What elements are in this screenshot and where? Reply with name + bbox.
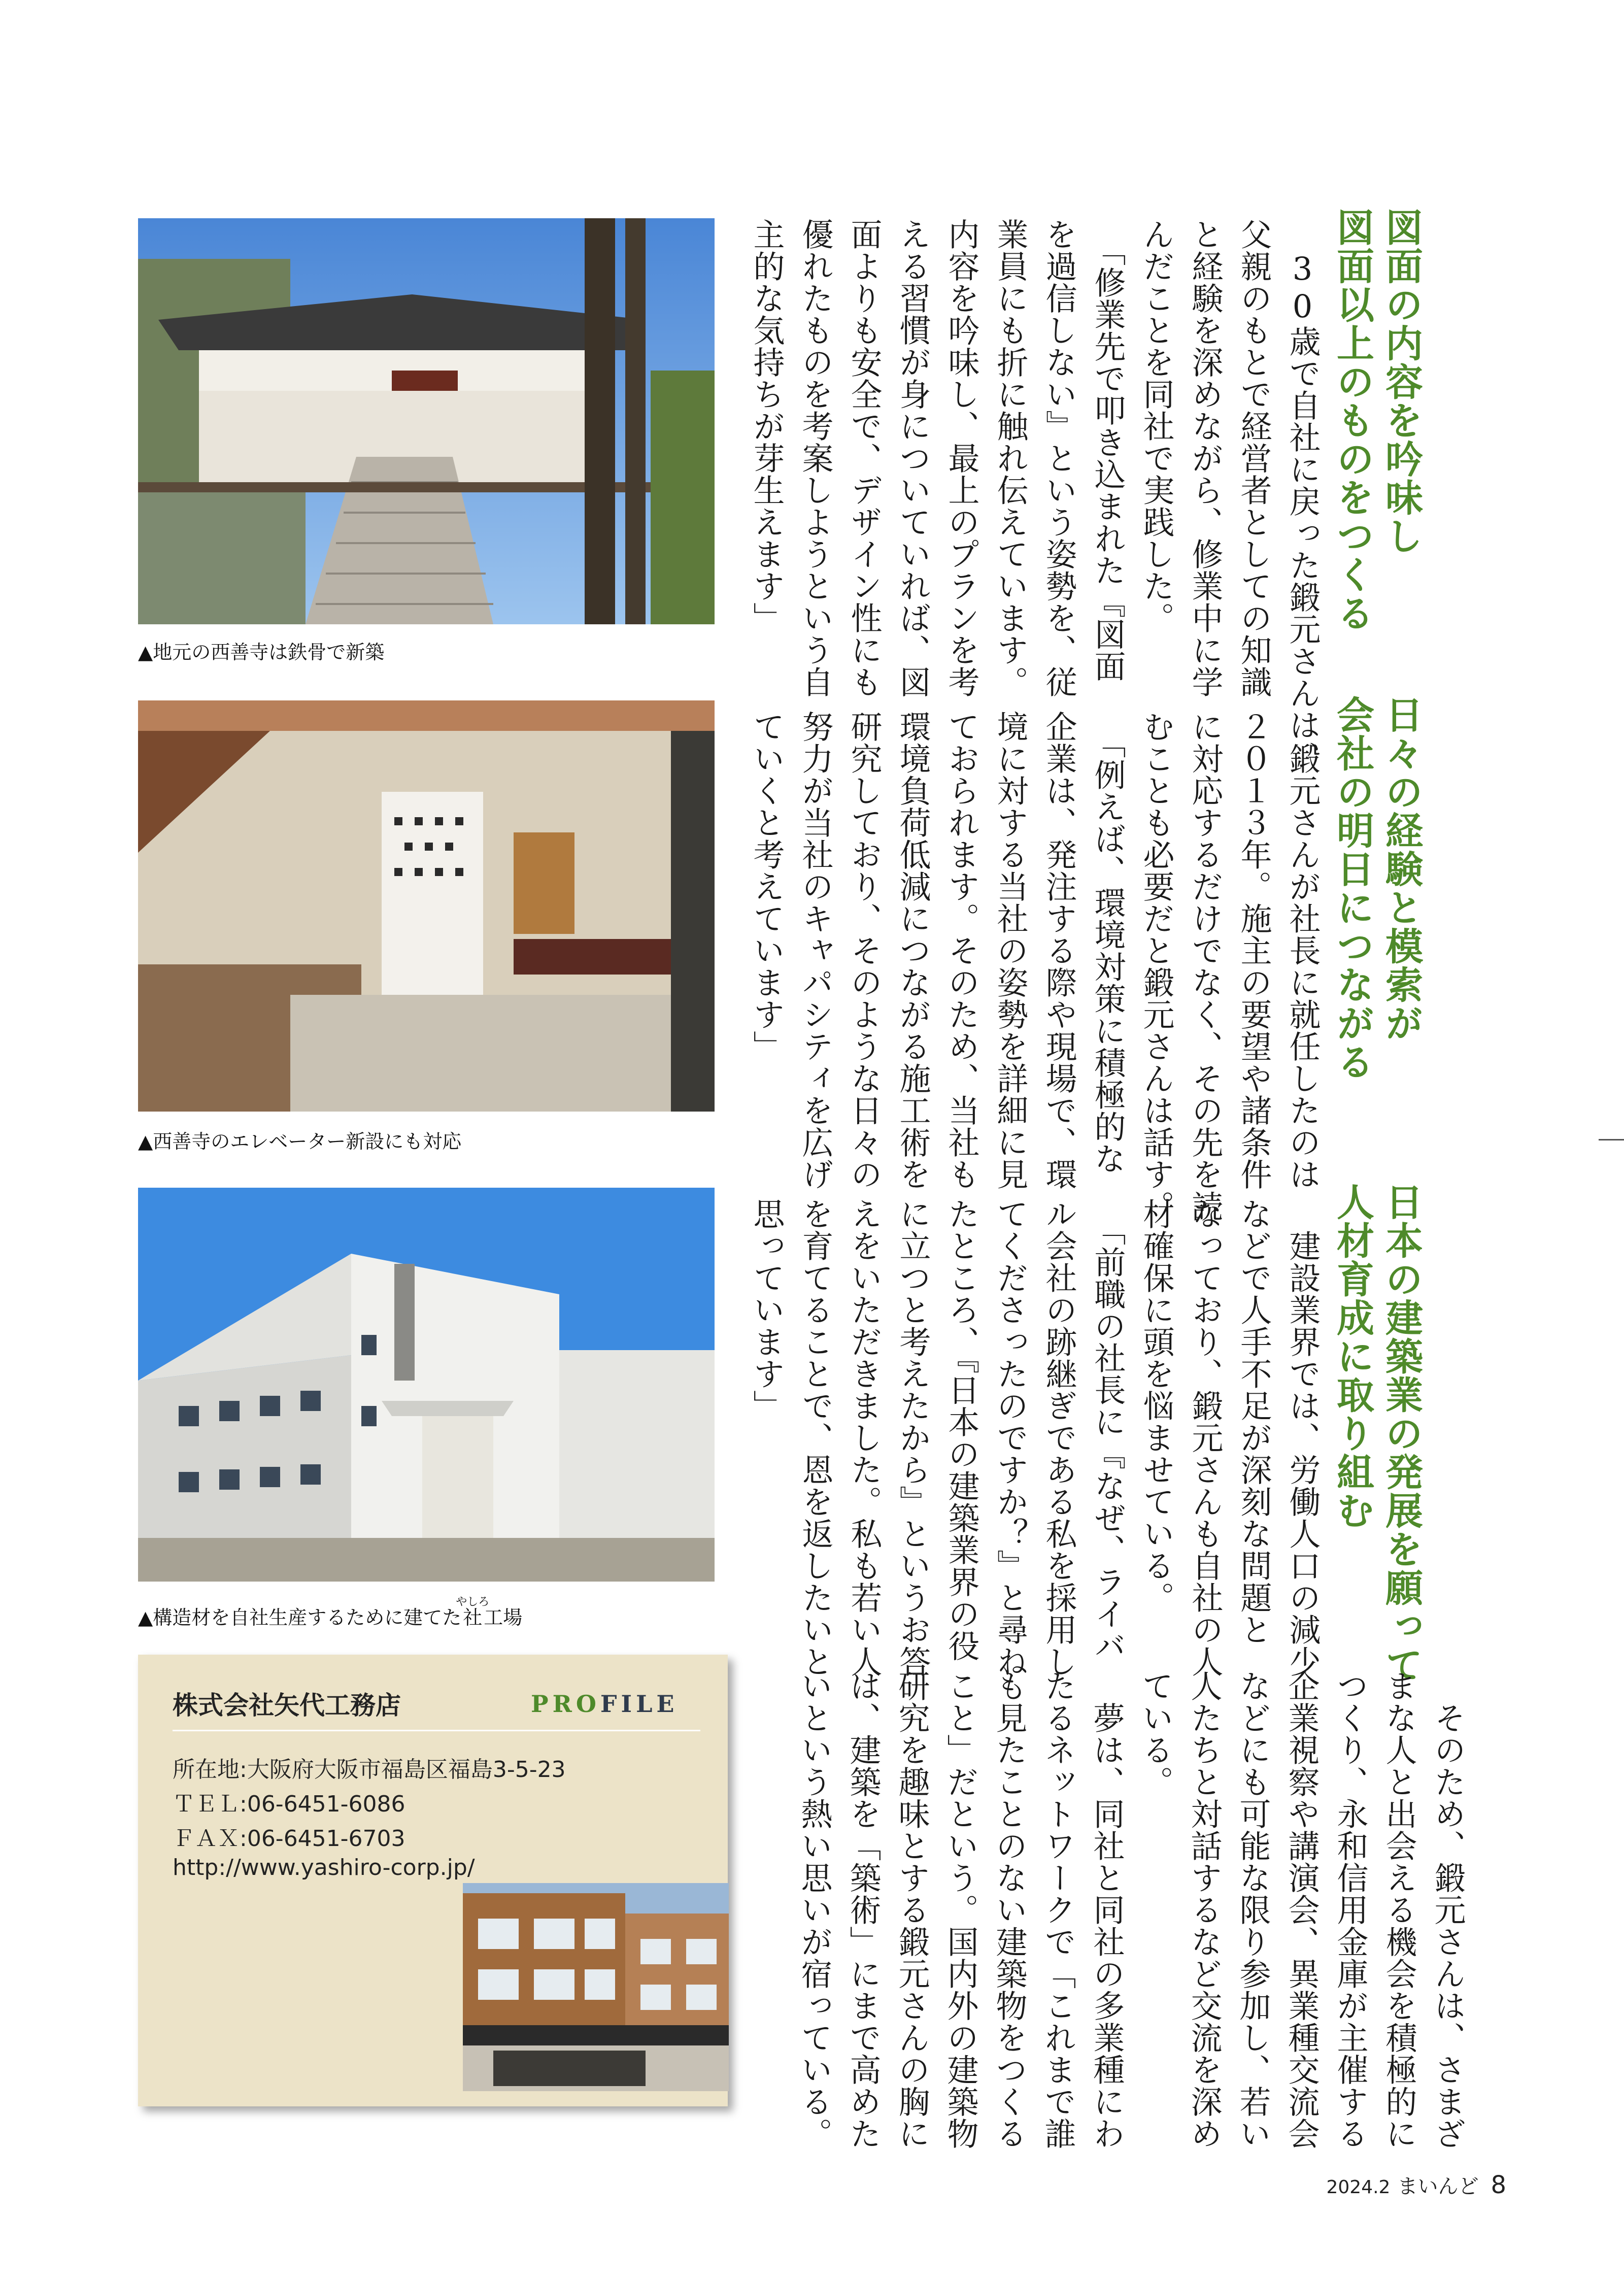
section2-heading-1: 日々の経験と模索が — [1379, 695, 1423, 1043]
section4-line-7: ている。 — [1137, 1670, 1174, 1798]
caption-factory-ruby: 社やしろ — [456, 1596, 490, 1629]
section1-line-3: と経験を深めながら、修業中に学 — [1187, 218, 1224, 698]
section4-line-10: も見たことのない建築物をつくる — [991, 1670, 1028, 2150]
section3-line-1: 建設業界では、労働人口の減少 — [1284, 1198, 1321, 1677]
section1-line-9: える習慣が身についていれば、図 — [894, 218, 931, 698]
section1-heading-2: 図面以上のものをつくる — [1331, 208, 1374, 632]
section2-line-1: 鍛元さんが社長に就任したのは — [1284, 711, 1321, 1190]
section2-line-3: に対応するだけでなく、その先を読 — [1187, 711, 1224, 1222]
caption-photo-elevator: ▲西善寺のエレベーター新設にも対応 — [138, 1130, 462, 1153]
profile-box — [138, 1655, 728, 2106]
profile-url[interactable]: http://www.yashiro-corp.jp/ — [173, 1855, 475, 1881]
photo-temple — [138, 218, 715, 624]
profile-fax: ＦＡＸ:06-6451-6703 — [173, 1826, 405, 1852]
section2-line-5: 「例えば、環境対策に積極的な — [1089, 711, 1126, 1174]
profile-divider — [173, 1730, 700, 1731]
profile-tag: PROFILE — [531, 1690, 679, 1718]
section2-line-11: 努力が当社のキャパシティを広げ — [797, 711, 834, 1190]
section4-line-3: つくり、永和信用金庫が主催する — [1332, 1670, 1369, 2150]
section4-line-12: 研究を趣味とする鍛元さんの胸に — [893, 1670, 930, 2150]
photo-elevator — [138, 700, 715, 1112]
section1-line-6: を過信しない』という姿勢を、従 — [1040, 218, 1077, 698]
section3-line-6: ル会社の跡継ぎである私を採用し — [1040, 1198, 1077, 1677]
caption-photo-temple: ▲地元の西善寺は鉄骨で新築 — [138, 641, 385, 663]
section4-line-8: 夢は、同社と同社の多業種にわ — [1088, 1670, 1125, 2150]
section3-line-2: などで人手不足が深刻な問題と — [1235, 1198, 1272, 1646]
section2-line-2: ２０１３年。施主の要望や諸条件 — [1235, 711, 1272, 1190]
section1-line-5: 「修業先で叩き込まれた『図面 — [1089, 218, 1126, 682]
section3-heading-2: 人材育成に取り組む — [1331, 1183, 1374, 1530]
section3-line-5: 「前職の社長に『なぜ、ライバ — [1089, 1198, 1126, 1662]
section1-heading-1: 図面の内容を吟味し — [1379, 208, 1423, 555]
page-number: 8 — [1491, 2171, 1506, 2199]
section1-line-12: 主的な気持ちが芽生えます」 — [748, 218, 785, 634]
section3-line-12: 思っています」 — [748, 1198, 785, 1422]
section1-line-1: 30歳で自社に戻った鍛元さんは、 — [1284, 218, 1321, 773]
caption-photo-factory — [138, 1596, 522, 1630]
section4-line-11: こと」だという。国内外の建築物 — [942, 1670, 979, 2150]
section4-line-5: などにも可能な限り参加し、若い — [1234, 1670, 1271, 2150]
section2-line-12: ていくと考えています」 — [748, 711, 785, 1062]
section2-line-9: 環境負荷低減につながる施工術を — [894, 711, 931, 1190]
section3-line-8: たところ、『日本の建築業界の役 — [943, 1198, 980, 1662]
section4-line-4: 企業視察や講演会、異業種交流会 — [1283, 1670, 1320, 2150]
caption-factory-pre: ▲構造材を自社生産するために建てた — [138, 1606, 462, 1629]
section4-line-1: そのため、鍛元さんは、さまざ — [1429, 1670, 1466, 2150]
section2-line-7: 境に対する当社の姿勢を詳細に見 — [992, 711, 1029, 1190]
footer-magazine: まいんど — [1397, 2175, 1479, 2198]
section2-line-10: 研究しており、そのような日々の — [845, 711, 883, 1190]
section1-line-4: んだことを同社で実践した。 — [1138, 218, 1175, 634]
section1-line-11: 優れたものを考案しようという自 — [797, 218, 834, 698]
section2-line-4: むことも必要だと鍛元さんは話す。 — [1138, 711, 1175, 1222]
page-footer — [1326, 2170, 1506, 2199]
section3-heading-1: 日本の建築業の発展を願って — [1379, 1183, 1423, 1684]
profile-company: 株式会社矢代工務店 — [173, 1691, 401, 1720]
section3-line-10: えをいただきました。私も若い人 — [845, 1198, 883, 1677]
section2-line-8: ておられます。そのため、当社も — [943, 711, 980, 1190]
margin-tick — [1599, 1139, 1624, 1140]
section3-line-9: に立つと考えたから』というお答 — [894, 1198, 931, 1677]
section2-heading-2: 会社の明日につながる — [1331, 695, 1374, 1081]
section1-line-8: 内容を吟味し、最上のプランを考 — [943, 218, 980, 698]
section3-line-11: を育てることで、恩を返したいと — [797, 1198, 834, 1677]
section4-line-2: まな人と出会える機会を積極的に — [1380, 1670, 1417, 2150]
photo-factory — [138, 1188, 715, 1582]
section1-line-2: 父親のもとで経営者としての知識 — [1235, 218, 1272, 698]
section4-line-13: は、建築を「築術」にまで高めた — [844, 1670, 882, 2150]
section1-line-10: 面よりも安全で、デザイン性にも — [845, 218, 883, 698]
section1-line-7: 業員にも折に触れ伝えています。 — [992, 218, 1029, 698]
profile-address: 所在地:大阪府大阪市福島区福島3-5-23 — [173, 1757, 566, 1783]
footer-date: 2024.2 — [1326, 2177, 1391, 2198]
section4-line-14: いという熱い思いが宿っている。 — [796, 1670, 833, 2150]
caption-factory-post: 工場 — [484, 1606, 523, 1629]
section3-line-3: なっており、鍛元さんも自社の人 — [1187, 1198, 1224, 1677]
section3-line-4: 材確保に頭を悩ませている。 — [1138, 1198, 1175, 1614]
profile-photo — [463, 1883, 729, 2091]
section3-line-7: てくださったのですか？』と尋ね — [992, 1198, 1029, 1677]
section4-line-6: 人たちと対話するなど交流を深め — [1186, 1670, 1223, 2150]
section4-line-9: たるネットワークで「これまで誰 — [1039, 1670, 1076, 2150]
section2-line-6: 企業は、発注する際や現場で、環 — [1040, 711, 1077, 1190]
profile-tel: ＴＥＬ:06-6451-6086 — [173, 1791, 405, 1817]
